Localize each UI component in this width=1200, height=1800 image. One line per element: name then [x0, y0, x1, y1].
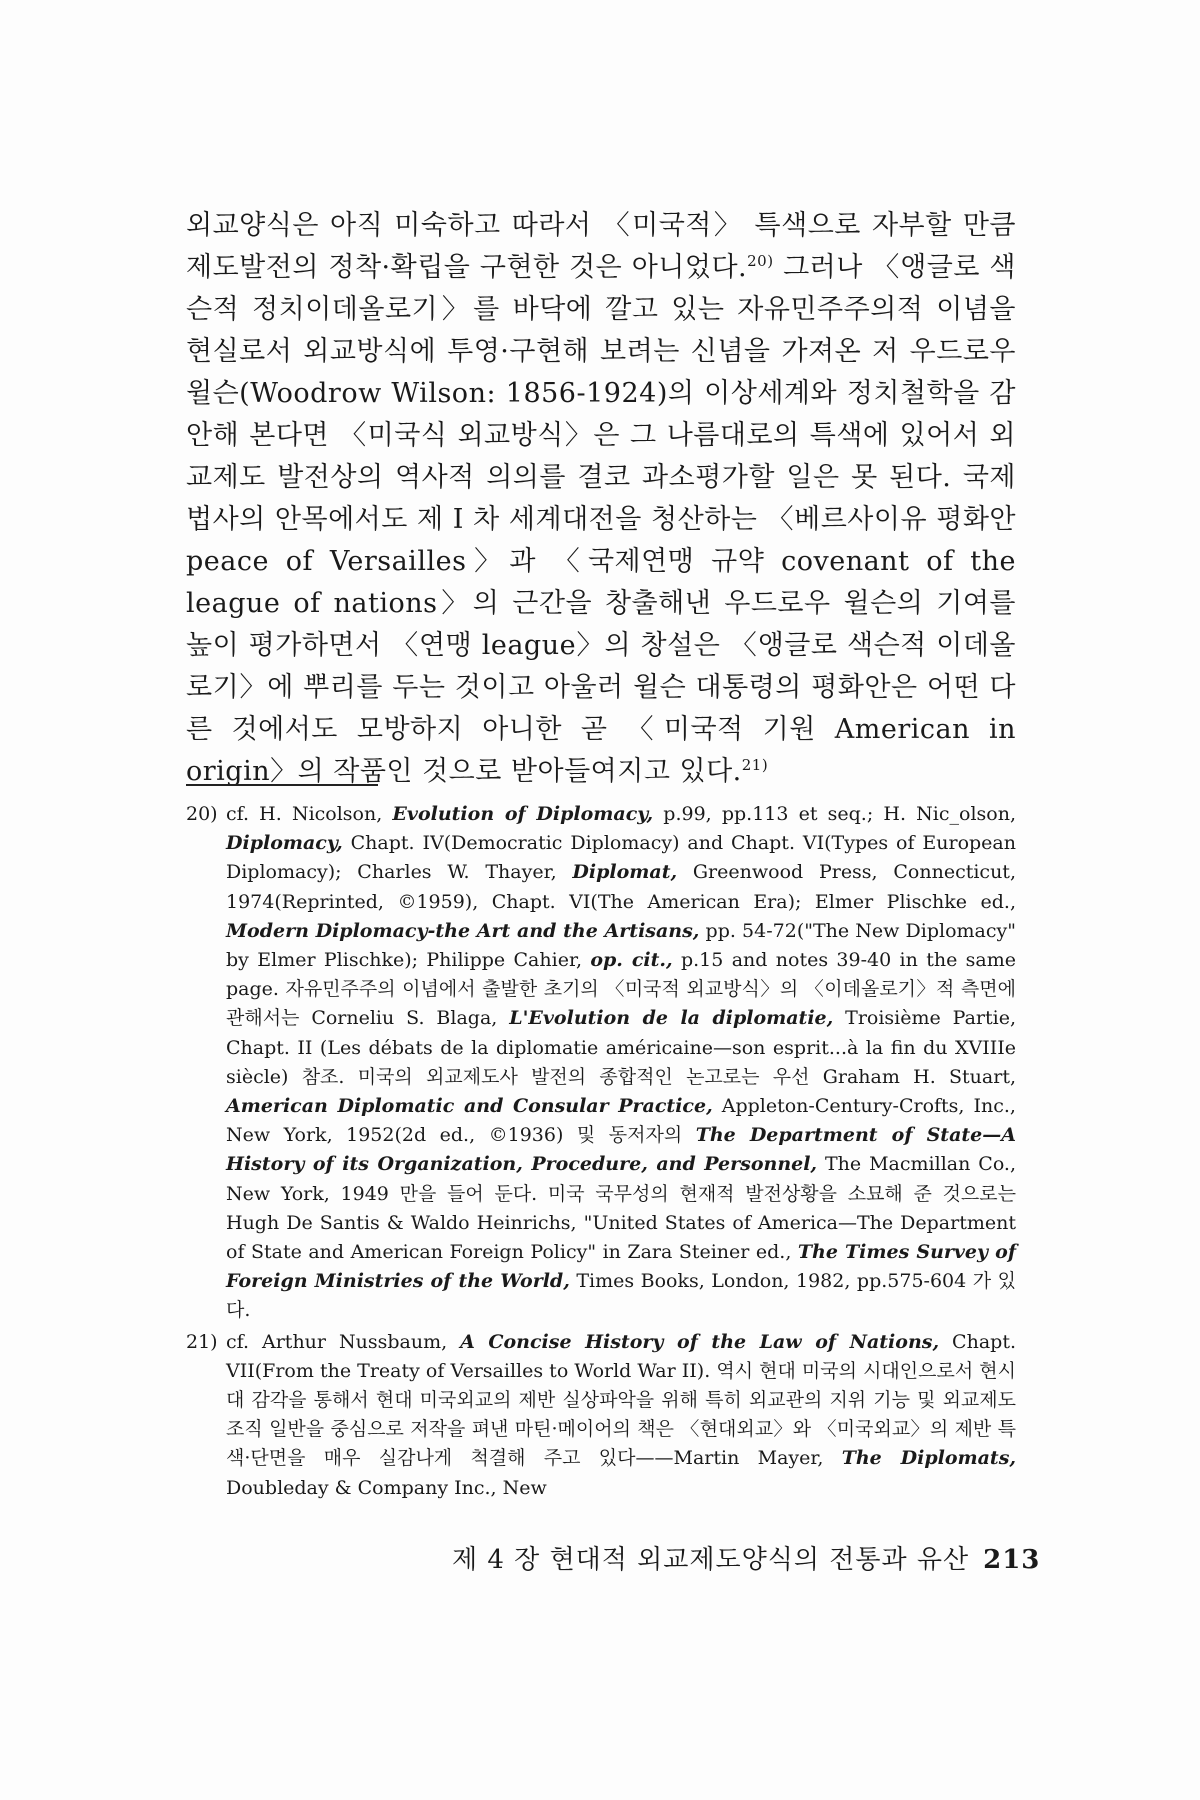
footnote-divider	[186, 784, 378, 786]
footnote-text: Greenwood Press, Connecticut, 1974(Reprinted, ©1959), Chapt. VI(The American Era); Elmer Plischke ed.,	[226, 861, 1016, 913]
citation-title: The Department of State—A History of its Organization, Procedure, and Personnel,	[226, 1124, 1016, 1176]
citation-title: The Times Survey of Foreign Ministries of the World,	[226, 1241, 1016, 1293]
footnote-text: The Macmillan Co., New York, 1949 만을 들어 둔다. 미국 국무성의 현재적 발전상황을 소묘해 준 것으로는 Hugh De Santis & Waldo Heinrichs, "United States of America—The Department of State and American Foreign Policy" in Zara Steiner ed.,	[226, 1153, 1017, 1264]
citation-title: Diplomat,	[572, 861, 678, 884]
citation-title: Evolution of Diplomacy,	[392, 803, 654, 825]
citation-title: Modern Diplomacy-the Art and the Artisans,	[226, 919, 700, 942]
footnote-body	[226, 800, 1016, 1326]
paragraph-text-part-2: 그러나 〈앵글로 색슨적 정치이데올로기〉를 바닥에 깔고 있는 자유민주주의적 이념을 현실로서 외교방식에 투영·구현해 보려는 신념을 가져온 저 우드로우 윌슨(Woodrow Wilson: 1856-1924)의 이상세계와 정치철학을 감안해 본다면 〈미국식 외교방식〉은 그 나름대로의 특색에 있어서 외교제도 발전상의 역사적 의의를 결코 과소평가할 일은 못 된다. 국제법사의 안목에서도 제 I 차 세계대전을 청산하는 〈베르사이유 평화안 peace of Versailles〉과 〈국제연맹 규약 covenant of the league of nations〉의 근간을 창출해낸 우드로우 윌슨의 기여를 높이 평가하면서 〈연맹 league〉의 창설은 〈앵글로 색슨적 이데올로기〉에 뿌리를 두는 것이고 아울러 윌슨 대통령의 평화안은 어떤 다른 것에서도 모방하지 아니한 곧 〈미국적 기원 American in origin〉의 작품인 것으로 받아들여지고 있다.	[186, 252, 1016, 787]
main-paragraph-block	[186, 205, 1016, 793]
running-head: 제 4 장 현대적 외교제도양식의 전통과 유산	[452, 1545, 970, 1575]
page-number: 213	[983, 1545, 1041, 1575]
footnotes-section	[186, 800, 1016, 1505]
footnote-text: Chapt. VII(From the Treaty of Versailles to World War II). 역시 현대 미국의 시대인으로서 현시대 감각을 통해서 현대 미국외교의 제반 실상파악을 위해 특히 외교관의 지위 기능 및 외교제도조직 일반을 중심으로 저작을 펴낸 마틴·메이어의 책은 〈현대외교〉와 〈미국외교〉의 제반 특색·단면을 매우 실감나게 척결해 주고 있다——Martin Mayer,	[226, 1330, 1016, 1470]
paragraph-text-part-1: 외교양식은 아직 미숙하고 따라서 〈미국적〉 특색으로 자부할 만큼 제도발전의 정착·확립을 구현한 것은 아니었다.	[186, 210, 1016, 283]
footnote-text: Appleton-Century-Crofts, Inc., New York, 1952(2d ed., ©1936) 및 동저자의	[226, 1095, 1016, 1147]
footnote-ref-20: 20)	[747, 252, 774, 270]
footnote-20	[186, 800, 1016, 1326]
main-paragraph	[186, 205, 1016, 793]
footnote-21	[186, 1328, 1016, 1503]
citation-title: A Concise History of the Law of Nations,	[460, 1330, 940, 1353]
citation-title: Diplomacy,	[226, 832, 343, 855]
citation-title: The Diplomats,	[841, 1447, 1016, 1470]
page-footer	[452, 1543, 1040, 1577]
footnote-text: Times Books, London, 1982, pp.575-604 가 있다.	[226, 1270, 1016, 1322]
citation-title: op. cit.,	[590, 949, 673, 972]
footnote-text: p.15 and notes 39-40 in the same page. 자유민주주의 이념에서 출발한 초기의 〈미국적 외교방식〉의 〈이데올로기〉적 측면에 관해서는 Corneliu S. Blaga,	[226, 949, 1016, 1030]
footnote-text: Chapt. IV(Democratic Diplomacy) and Chapt. VI(Types of European Diplomacy); Charles W. Thayer,	[226, 832, 1016, 884]
footnote-text: Troisième Partie, Chapt. II (Les débats de la diplomatie américaine—son esprit...à la fin du XVIIIe siècle) 참조. 미국의 외교제도사 발전의 종합적인 논고로는 우선 Graham H. Stuart,	[226, 1007, 1016, 1088]
footnote-ref-21: 21)	[741, 756, 769, 774]
footnote-body	[226, 1328, 1016, 1503]
footnote-text: p.99, pp.113 et seq.; H. Nic_olson,	[653, 803, 1016, 825]
footnote-text: pp. 54-72("The New Diplomacy" by Elmer Plischke); Philippe Cahier,	[226, 919, 1016, 972]
footnote-text: cf. H. Nicolson,	[226, 803, 393, 825]
citation-title: American Diplomatic and Consular Practice,	[226, 1095, 713, 1118]
footnote-text: Doubleday & Company Inc., New	[226, 1476, 547, 1499]
footnote-text: cf. Arthur Nussbaum,	[226, 1330, 461, 1353]
footnote-number: 21)	[186, 1330, 218, 1353]
citation-title: L'Evolution de la diplomatie,	[509, 1007, 834, 1030]
footnote-number: 20)	[186, 803, 218, 825]
